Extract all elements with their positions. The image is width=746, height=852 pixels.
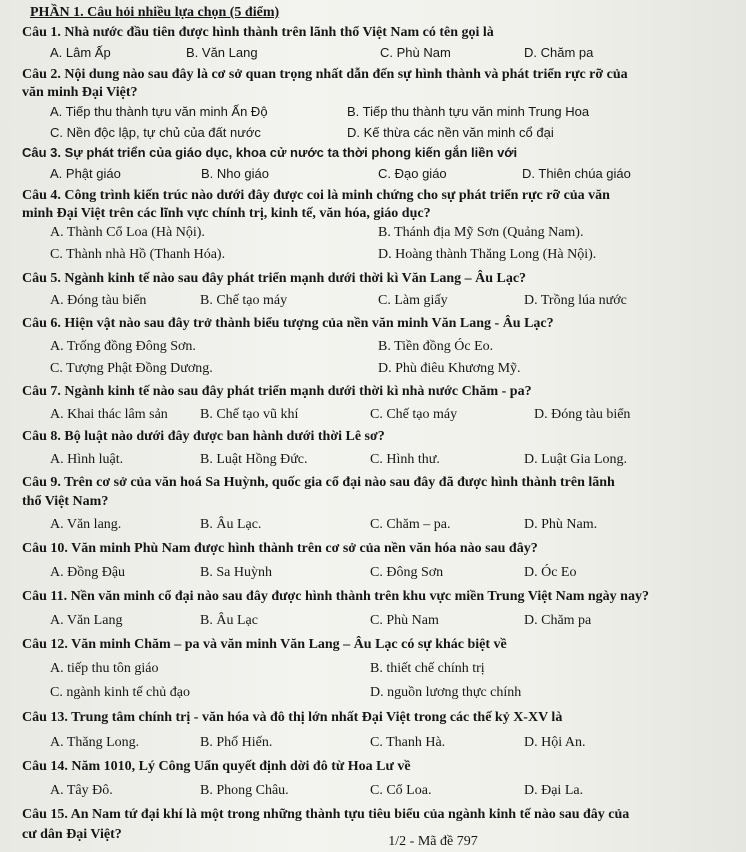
q4-option-d: D. Hoàng thành Thăng Long (Hà Nội). [378, 247, 597, 262]
question-2-line-2: văn minh Đại Việt? [22, 85, 138, 100]
q11-option-a: A. Văn Lang [50, 613, 123, 628]
q7-option-d: D. Đóng tàu biển [534, 407, 631, 422]
question-4-line-2: minh Đại Việt trên các lĩnh vực chính trị, kinh tế, văn hóa, giáo dục? [22, 206, 431, 221]
question-15-line-1: Câu 15. An Nam tứ đại khí là một trong những thành tựu tiêu biểu của ngành kinh tế nào sau đây của [22, 807, 630, 822]
q14-option-b: B. Phong Châu. [200, 783, 289, 798]
q6-option-a: A. Trống đồng Đông Sơn. [50, 339, 196, 354]
q3-option-b: B. Nho giáo [201, 166, 269, 181]
q2-option-b: B. Tiếp thu thành tựu văn minh Trung Hoa [347, 104, 590, 119]
page-footer: 1/2 - Mã đề 797 [388, 834, 478, 849]
q5-option-d: D. Trồng lúa nước [524, 293, 627, 308]
q13-option-c: C. Thanh Hà. [370, 735, 446, 750]
q8-option-d: D. Luật Gia Long. [524, 452, 628, 467]
q12-option-d: D. nguồn lương thực chính [370, 685, 522, 700]
q7-option-b: B. Chế tạo vũ khí [200, 407, 299, 422]
q14-option-c: C. Cổ Loa. [370, 783, 432, 798]
question-6: Câu 6. Hiện vật nào sau đây trở thành biểu tượng của nền văn minh Văn Lang - Âu Lạc? [22, 316, 554, 331]
q2-option-c: C. Nền độc lập, tự chủ của đất nước [50, 125, 261, 140]
question-4-line-1: Câu 4. Công trình kiến trúc nào dưới đây được coi là minh chứng cho sự phát triển rực rỡ của văn [22, 188, 610, 203]
q13-option-d: D. Hội An. [524, 735, 586, 750]
question-13: Câu 13. Trung tâm chính trị - văn hóa và đô thị lớn nhất Đại Việt trong các thế kỷ X-XV là [22, 710, 563, 725]
q10-option-b: B. Sa Huỳnh [200, 565, 272, 580]
section-title: PHẦN 1. Câu hỏi nhiều lựa chọn (5 điểm) [30, 5, 280, 20]
q6-option-b: B. Tiền đồng Óc Eo. [378, 339, 494, 354]
q9-option-b: B. Âu Lạc. [200, 517, 262, 532]
question-9-line-2: thổ Việt Nam? [22, 494, 109, 509]
question-2-line-1: Câu 2. Nội dung nào sau đây là cơ sở quan trọng nhất dẫn đến sự hình thành và phát triển rực rỡ của [22, 67, 628, 82]
question-8: Câu 8. Bộ luật nào dưới đây được ban hành dưới thời Lê sơ? [22, 429, 385, 444]
question-11: Câu 11. Nền văn minh cổ đại nào sau đây được hình thành trên khu vực miền Trung Việt Nam ngày nay? [22, 589, 649, 604]
question-5: Câu 5. Ngành kinh tế nào sau đây phát triển mạnh dưới thời kì Văn Lang – Âu Lạc? [22, 271, 527, 286]
q3-option-c: C. Đạo giáo [378, 166, 447, 181]
q12-option-c: C. ngành kinh tế chủ đạo [50, 685, 190, 700]
q9-option-d: D. Phù Nam. [524, 517, 598, 532]
q12-option-a: A. tiếp thu tôn giáo [50, 661, 159, 676]
q8-option-a: A. Hình luật. [50, 452, 124, 467]
q5-option-a: A. Đóng tàu biển [50, 293, 147, 308]
q1-option-b: B. Văn Lang [186, 45, 258, 60]
q10-option-d: D. Óc Eo [524, 565, 577, 580]
question-12: Câu 12. Văn minh Chăm – pa và văn minh Văn Lang – Âu Lạc có sự khác biệt về [22, 637, 507, 652]
q11-option-c: C. Phù Nam [370, 613, 439, 628]
q4-option-b: B. Thánh địa Mỹ Sơn (Quảng Nam). [378, 225, 584, 240]
q11-option-d: D. Chăm pa [524, 613, 592, 628]
q13-option-b: B. Phố Hiến. [200, 735, 273, 750]
q4-option-a: A. Thành Cổ Loa (Hà Nội). [50, 225, 205, 240]
q3-option-d: D. Thiên chúa giáo [522, 166, 631, 181]
q13-option-a: A. Thăng Long. [50, 735, 140, 750]
question-14: Câu 14. Năm 1010, Lý Công Uẩn quyết định dời đô từ Hoa Lư về [22, 759, 411, 774]
q7-option-c: C. Chế tạo máy [370, 407, 458, 422]
q12-option-b: B. thiết chế chính trị [370, 661, 485, 676]
q2-option-a: A. Tiếp thu thành tựu văn minh Ấn Độ [50, 104, 268, 119]
q1-option-a: A. Lâm Ấp [50, 45, 111, 60]
question-1: Câu 1. Nhà nước đầu tiên được hình thành trên lãnh thổ Việt Nam có tên gọi là [22, 25, 494, 40]
q7-option-a: A. Khai thác lâm sản [50, 407, 168, 422]
q1-option-c: C. Phù Nam [380, 45, 451, 60]
q11-option-b: B. Âu Lạc [200, 613, 258, 628]
q5-option-b: B. Chế tạo máy [200, 293, 288, 308]
question-10: Câu 10. Văn minh Phù Nam được hình thành trên cơ sở của nền văn hóa nào sau đây? [22, 541, 538, 556]
q9-option-a: A. Văn lang. [50, 517, 122, 532]
q5-option-c: C. Làm giấy [378, 293, 448, 308]
q6-option-c: C. Tượng Phật Đồng Dương. [50, 361, 213, 376]
q8-option-c: C. Hình thư. [370, 452, 440, 467]
q2-option-d: D. Kế thừa các nền văn minh cổ đại [347, 125, 554, 140]
q8-option-b: B. Luật Hồng Đức. [200, 452, 308, 467]
question-7: Câu 7. Ngành kinh tế nào sau đây phát triển mạnh dưới thời kì nhà nước Chăm - pa? [22, 384, 532, 399]
q3-option-a: A. Phật giáo [50, 166, 121, 181]
q9-option-c: C. Chăm – pa. [370, 517, 451, 532]
q10-option-c: C. Đông Sơn [370, 565, 444, 580]
q1-option-d: D. Chăm pa [524, 45, 594, 60]
q10-option-a: A. Đồng Đậu [50, 565, 126, 580]
q14-option-d: D. Đại La. [524, 783, 584, 798]
q6-option-d: D. Phù điêu Khương Mỹ. [378, 361, 521, 376]
question-9-line-1: Câu 9. Trên cơ sở của văn hoá Sa Huỳnh, quốc gia cổ đại nào sau đây đã được hình thành trên lãnh [22, 475, 615, 490]
question-15-line-2: cư dân Đại Việt? [22, 827, 122, 842]
q4-option-c: C. Thành nhà Hồ (Thanh Hóa). [50, 247, 226, 262]
question-3: Câu 3. Sự phát triển của giáo dục, khoa cử nước ta thời phong kiến gắn liền với [22, 145, 518, 160]
q14-option-a: A. Tây Đô. [50, 783, 113, 798]
